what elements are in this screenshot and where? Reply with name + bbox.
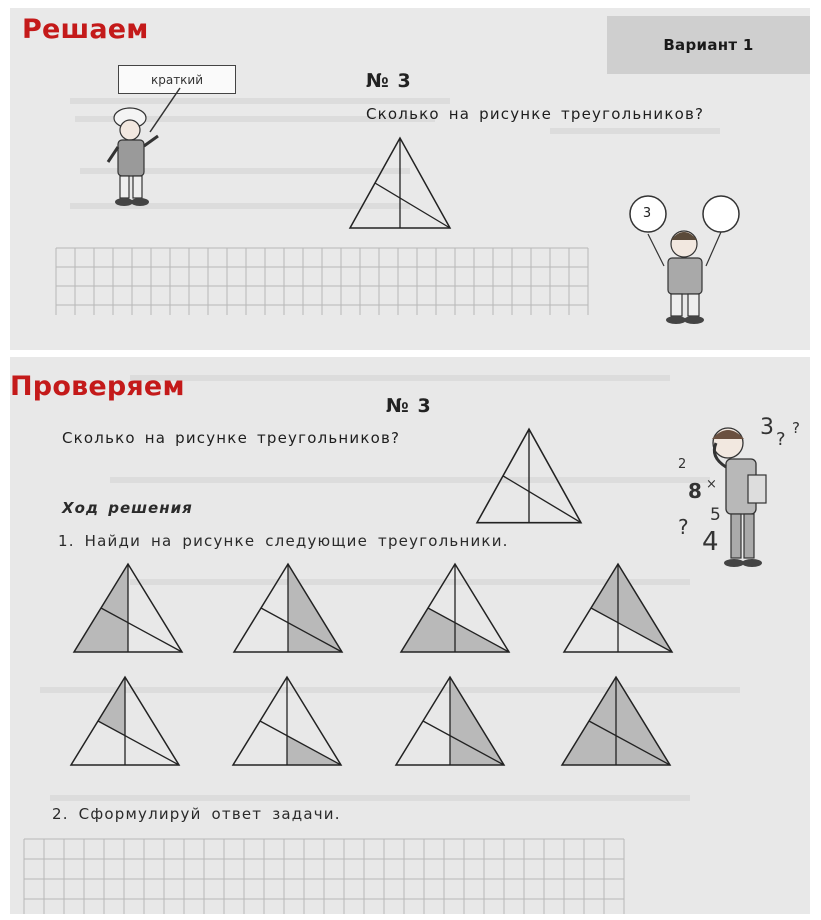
- glyph-8: 8: [688, 479, 702, 503]
- answer-grid[interactable]: [56, 248, 588, 315]
- highlighted-triangle: [98, 677, 125, 735]
- triangle-variant-8: [556, 675, 676, 771]
- ghost-line: [110, 477, 710, 483]
- variant-badge: Вариант 1: [607, 16, 810, 74]
- triangle-variant-5: [65, 675, 185, 771]
- highlighted-triangle: [591, 564, 672, 652]
- glyph-times: ×: [706, 477, 717, 492]
- ghost-line: [130, 375, 670, 381]
- glyph-question: ?: [678, 515, 689, 539]
- triangle-variant-4: [558, 562, 678, 658]
- glyph-2: 2: [678, 457, 687, 472]
- bottom-panel: [10, 357, 810, 914]
- ghost-line: [550, 128, 720, 134]
- section-title-check: Проверяем: [10, 371, 185, 402]
- triangle-variant-1: [68, 562, 188, 658]
- ghost-line: [50, 795, 690, 801]
- triangle-variant-3: [395, 562, 515, 658]
- top-panel: [10, 8, 810, 350]
- glyph-3: 3: [760, 415, 774, 440]
- answer-grid[interactable]: [24, 839, 620, 911]
- glyph-question: ?: [792, 419, 800, 437]
- question-text: Сколько на рисунке треугольников?: [62, 429, 401, 447]
- glyph-4: 4: [702, 527, 719, 557]
- triangle-variant-7: [390, 675, 510, 771]
- section-title-solve: Решаем: [22, 14, 149, 45]
- task-number: № 3: [366, 70, 412, 92]
- main-triangle-figure: [466, 427, 592, 531]
- glyph-5: 5: [710, 505, 721, 525]
- solution-heading: Ход решения: [62, 499, 193, 517]
- step-2-text: 2. Сформулируй ответ задачи.: [52, 805, 341, 823]
- question-text: Сколько на рисунке треугольников?: [366, 105, 705, 123]
- glyph-question: ?: [776, 429, 786, 450]
- main-triangle-figure: [340, 136, 460, 236]
- triangle-variant-2: [228, 562, 348, 658]
- triangle-variant-6: [227, 675, 347, 771]
- task-number: № 3: [386, 395, 432, 417]
- sign-label: краткий: [118, 65, 236, 94]
- cook-boy-illustration: [100, 92, 200, 212]
- step-1-text: 1. Найди на рисунке следующие треугольники.: [58, 532, 509, 550]
- balloon-answer: 3: [642, 206, 652, 221]
